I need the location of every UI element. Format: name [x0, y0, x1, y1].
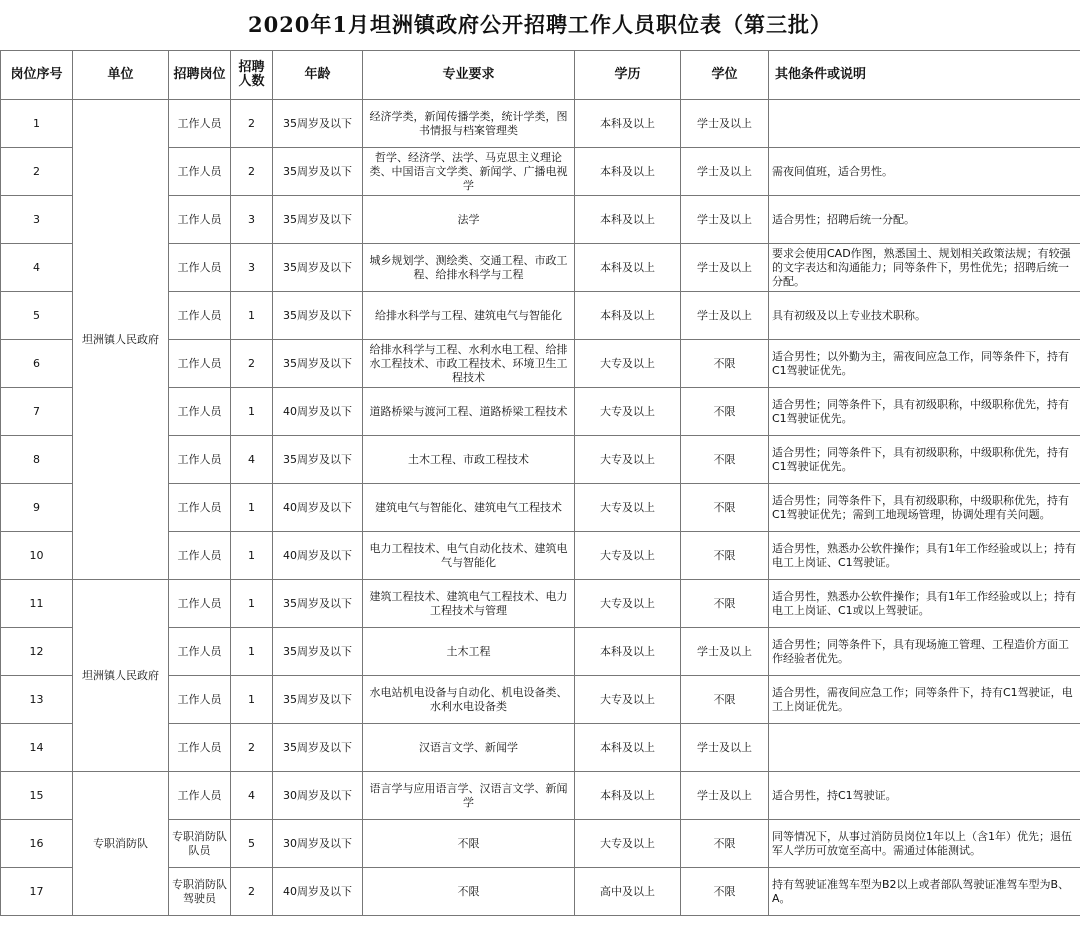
cell-major: 道路桥梁与渡河工程、道路桥梁工程技术 [363, 388, 575, 436]
cell-unit: 坦洲镇人民政府 [73, 580, 169, 772]
cell-major: 经济学类，新闻传播学类，统计学类，图书情报与档案管理类 [363, 100, 575, 148]
cell-note: 需夜间值班，适合男性。 [769, 148, 1080, 196]
header-degree: 学位 [681, 51, 769, 100]
cell-degree: 不限 [681, 532, 769, 580]
cell-no: 4 [1, 244, 73, 292]
cell-major: 土木工程 [363, 628, 575, 676]
cell-edu: 大专及以上 [575, 580, 681, 628]
table-row [1, 772, 1080, 820]
cell-age: 35周岁及以下 [273, 292, 363, 340]
cell-no: 11 [1, 580, 73, 628]
cell-note: 具有初级及以上专业技术职称。 [769, 292, 1080, 340]
cell-degree: 不限 [681, 580, 769, 628]
cell-major: 不限 [363, 820, 575, 868]
cell-post: 工作人员 [169, 244, 231, 292]
cell-count: 1 [231, 628, 273, 676]
cell-note: 适合男性，熟悉办公软件操作；具有1年工作经验或以上；持有电工上岗证、C1或以上驾驶证。 [769, 580, 1080, 628]
cell-age: 35周岁及以下 [273, 628, 363, 676]
cell-note: 适合男性，持C1驾驶证。 [769, 772, 1080, 820]
cell-degree: 学士及以上 [681, 148, 769, 196]
cell-post: 工作人员 [169, 292, 231, 340]
header-major: 专业要求 [363, 51, 575, 100]
cell-age: 35周岁及以下 [273, 580, 363, 628]
cell-no: 9 [1, 484, 73, 532]
cell-no: 10 [1, 532, 73, 580]
cell-no: 5 [1, 292, 73, 340]
cell-degree: 不限 [681, 436, 769, 484]
cell-post: 专职消防队驾驶员 [169, 868, 231, 916]
cell-age: 30周岁及以下 [273, 820, 363, 868]
cell-no: 7 [1, 388, 73, 436]
cell-edu: 本科及以上 [575, 724, 681, 772]
cell-no: 17 [1, 868, 73, 916]
cell-post: 工作人员 [169, 580, 231, 628]
cell-count: 1 [231, 388, 273, 436]
cell-count: 2 [231, 100, 273, 148]
cell-note [769, 724, 1080, 772]
cell-no: 16 [1, 820, 73, 868]
cell-note: 适合男性，熟悉办公软件操作；具有1年工作经验或以上；持有电工上岗证、C1驾驶证。 [769, 532, 1080, 580]
cell-post: 工作人员 [169, 628, 231, 676]
cell-age: 35周岁及以下 [273, 196, 363, 244]
cell-no: 6 [1, 340, 73, 388]
cell-note: 持有驾驶证准驾车型为B2以上或者部队驾驶证准驾车型为B、A。 [769, 868, 1080, 916]
cell-major: 法学 [363, 196, 575, 244]
cell-edu: 本科及以上 [575, 100, 681, 148]
cell-degree: 不限 [681, 820, 769, 868]
cell-major: 电力工程技术、电气自动化技术、建筑电气与智能化 [363, 532, 575, 580]
cell-post: 专职消防队队员 [169, 820, 231, 868]
cell-no: 8 [1, 436, 73, 484]
cell-degree: 学士及以上 [681, 196, 769, 244]
cell-count: 1 [231, 532, 273, 580]
cell-age: 30周岁及以下 [273, 772, 363, 820]
cell-degree: 学士及以上 [681, 772, 769, 820]
cell-degree: 不限 [681, 676, 769, 724]
cell-count: 4 [231, 772, 273, 820]
cell-degree: 不限 [681, 868, 769, 916]
header-edu: 学历 [575, 51, 681, 100]
cell-note: 适合男性；招聘后统一分配。 [769, 196, 1080, 244]
cell-major: 语言学与应用语言学、汉语言文学、新闻学 [363, 772, 575, 820]
cell-count: 1 [231, 484, 273, 532]
cell-degree: 学士及以上 [681, 100, 769, 148]
cell-age: 35周岁及以下 [273, 676, 363, 724]
cell-age: 40周岁及以下 [273, 868, 363, 916]
cell-post: 工作人员 [169, 388, 231, 436]
cell-post: 工作人员 [169, 340, 231, 388]
cell-age: 35周岁及以下 [273, 244, 363, 292]
cell-degree: 学士及以上 [681, 628, 769, 676]
cell-post: 工作人员 [169, 532, 231, 580]
cell-note: 适合男性；同等条件下，具有初级职称，中级职称优先，持有C1驾驶证优先；需到工地现场管理，协调处理有关问题。 [769, 484, 1080, 532]
page-title: 2020年1月坦洲镇政府公开招聘工作人员职位表（第三批） [247, 12, 833, 37]
cell-edu: 本科及以上 [575, 148, 681, 196]
cell-count: 3 [231, 196, 273, 244]
cell-post: 工作人员 [169, 196, 231, 244]
cell-age: 35周岁及以下 [273, 724, 363, 772]
cell-major: 建筑工程技术、建筑电气工程技术、电力工程技术与管理 [363, 580, 575, 628]
cell-post: 工作人员 [169, 436, 231, 484]
cell-degree: 学士及以上 [681, 292, 769, 340]
cell-unit: 坦洲镇人民政府 [73, 100, 169, 580]
cell-age: 40周岁及以下 [273, 532, 363, 580]
cell-edu: 高中及以上 [575, 868, 681, 916]
cell-no: 12 [1, 628, 73, 676]
header-row [1, 51, 1080, 100]
cell-post: 工作人员 [169, 148, 231, 196]
header-count: 招聘人数 [231, 51, 273, 100]
cell-edu: 本科及以上 [575, 196, 681, 244]
cell-note: 适合男性；以外勤为主，需夜间应急工作，同等条件下，持有C1驾驶证优先。 [769, 340, 1080, 388]
cell-post: 工作人员 [169, 724, 231, 772]
cell-age: 35周岁及以下 [273, 148, 363, 196]
cell-edu: 大专及以上 [575, 484, 681, 532]
cell-edu: 大专及以上 [575, 340, 681, 388]
cell-degree: 不限 [681, 340, 769, 388]
cell-post: 工作人员 [169, 484, 231, 532]
cell-post: 工作人员 [169, 772, 231, 820]
cell-edu: 大专及以上 [575, 532, 681, 580]
cell-count: 2 [231, 724, 273, 772]
cell-note [769, 100, 1080, 148]
cell-age: 35周岁及以下 [273, 340, 363, 388]
header-age: 年龄 [273, 51, 363, 100]
cell-age: 35周岁及以下 [273, 436, 363, 484]
cell-note: 适合男性；同等条件下，具有初级职称，中级职称优先，持有C1驾驶证优先。 [769, 436, 1080, 484]
cell-degree: 学士及以上 [681, 724, 769, 772]
cell-major: 土木工程、市政工程技术 [363, 436, 575, 484]
cell-count: 5 [231, 820, 273, 868]
cell-note: 要求会使用CAD作图，熟悉国土、规划相关政策法规；有较强的文字表达和沟通能力；同等条件下，男性优先；招聘后统一分配。 [769, 244, 1080, 292]
cell-major: 建筑电气与智能化、建筑电气工程技术 [363, 484, 575, 532]
cell-edu: 本科及以上 [575, 244, 681, 292]
cell-edu: 大专及以上 [575, 436, 681, 484]
cell-count: 1 [231, 580, 273, 628]
header-post: 招聘岗位 [169, 51, 231, 100]
cell-major: 城乡规划学、测绘类、交通工程、市政工程、给排水科学与工程 [363, 244, 575, 292]
cell-degree: 不限 [681, 388, 769, 436]
cell-count: 2 [231, 340, 273, 388]
cell-no: 1 [1, 100, 73, 148]
cell-edu: 大专及以上 [575, 820, 681, 868]
header-no: 岗位序号 [1, 51, 73, 100]
cell-note: 适合男性；同等条件下，具有初级职称，中级职称优先，持有C1驾驶证优先。 [769, 388, 1080, 436]
cell-age: 40周岁及以下 [273, 484, 363, 532]
cell-edu: 本科及以上 [575, 772, 681, 820]
cell-major: 给排水科学与工程、水利水电工程、给排水工程技术、市政工程技术、环境卫生工程技术 [363, 340, 575, 388]
cell-note: 适合男性，需夜间应急工作；同等条件下，持有C1驾驶证，电工上岗证优先。 [769, 676, 1080, 724]
cell-no: 15 [1, 772, 73, 820]
cell-no: 2 [1, 148, 73, 196]
cell-degree: 学士及以上 [681, 244, 769, 292]
cell-unit: 专职消防队 [73, 772, 169, 916]
cell-age: 40周岁及以下 [273, 388, 363, 436]
cell-note: 同等情况下，从事过消防员岗位1年以上（含1年）优先；退伍军人学历可放宽至高中。需通过体能测试。 [769, 820, 1080, 868]
cell-edu: 本科及以上 [575, 628, 681, 676]
cell-count: 2 [231, 868, 273, 916]
cell-post: 工作人员 [169, 676, 231, 724]
cell-count: 2 [231, 148, 273, 196]
cell-count: 3 [231, 244, 273, 292]
cell-count: 1 [231, 292, 273, 340]
cell-edu: 大专及以上 [575, 388, 681, 436]
cell-edu: 本科及以上 [575, 292, 681, 340]
table-row [1, 580, 1080, 628]
header-unit: 单位 [73, 51, 169, 100]
header-note: 其他条件或说明 [769, 51, 1080, 100]
table-body [1, 100, 1080, 916]
cell-major: 水电站机电设备与自动化、机电设备类、水利水电设备类 [363, 676, 575, 724]
table-row [1, 100, 1080, 148]
cell-no: 13 [1, 676, 73, 724]
cell-count: 4 [231, 436, 273, 484]
cell-major: 汉语言文学、新闻学 [363, 724, 575, 772]
cell-edu: 大专及以上 [575, 676, 681, 724]
cell-degree: 不限 [681, 484, 769, 532]
cell-age: 35周岁及以下 [273, 100, 363, 148]
cell-major: 给排水科学与工程、建筑电气与智能化 [363, 292, 575, 340]
cell-post: 工作人员 [169, 100, 231, 148]
cell-no: 14 [1, 724, 73, 772]
cell-note: 适合男性；同等条件下，具有现场施工管理、工程造价方面工作经验者优先。 [769, 628, 1080, 676]
cell-major: 哲学、经济学、法学、马克思主义理论类、中国语言文学类、新闻学、广播电视学 [363, 148, 575, 196]
cell-count: 1 [231, 676, 273, 724]
cell-no: 3 [1, 196, 73, 244]
job-table [0, 50, 1080, 916]
cell-major: 不限 [363, 868, 575, 916]
